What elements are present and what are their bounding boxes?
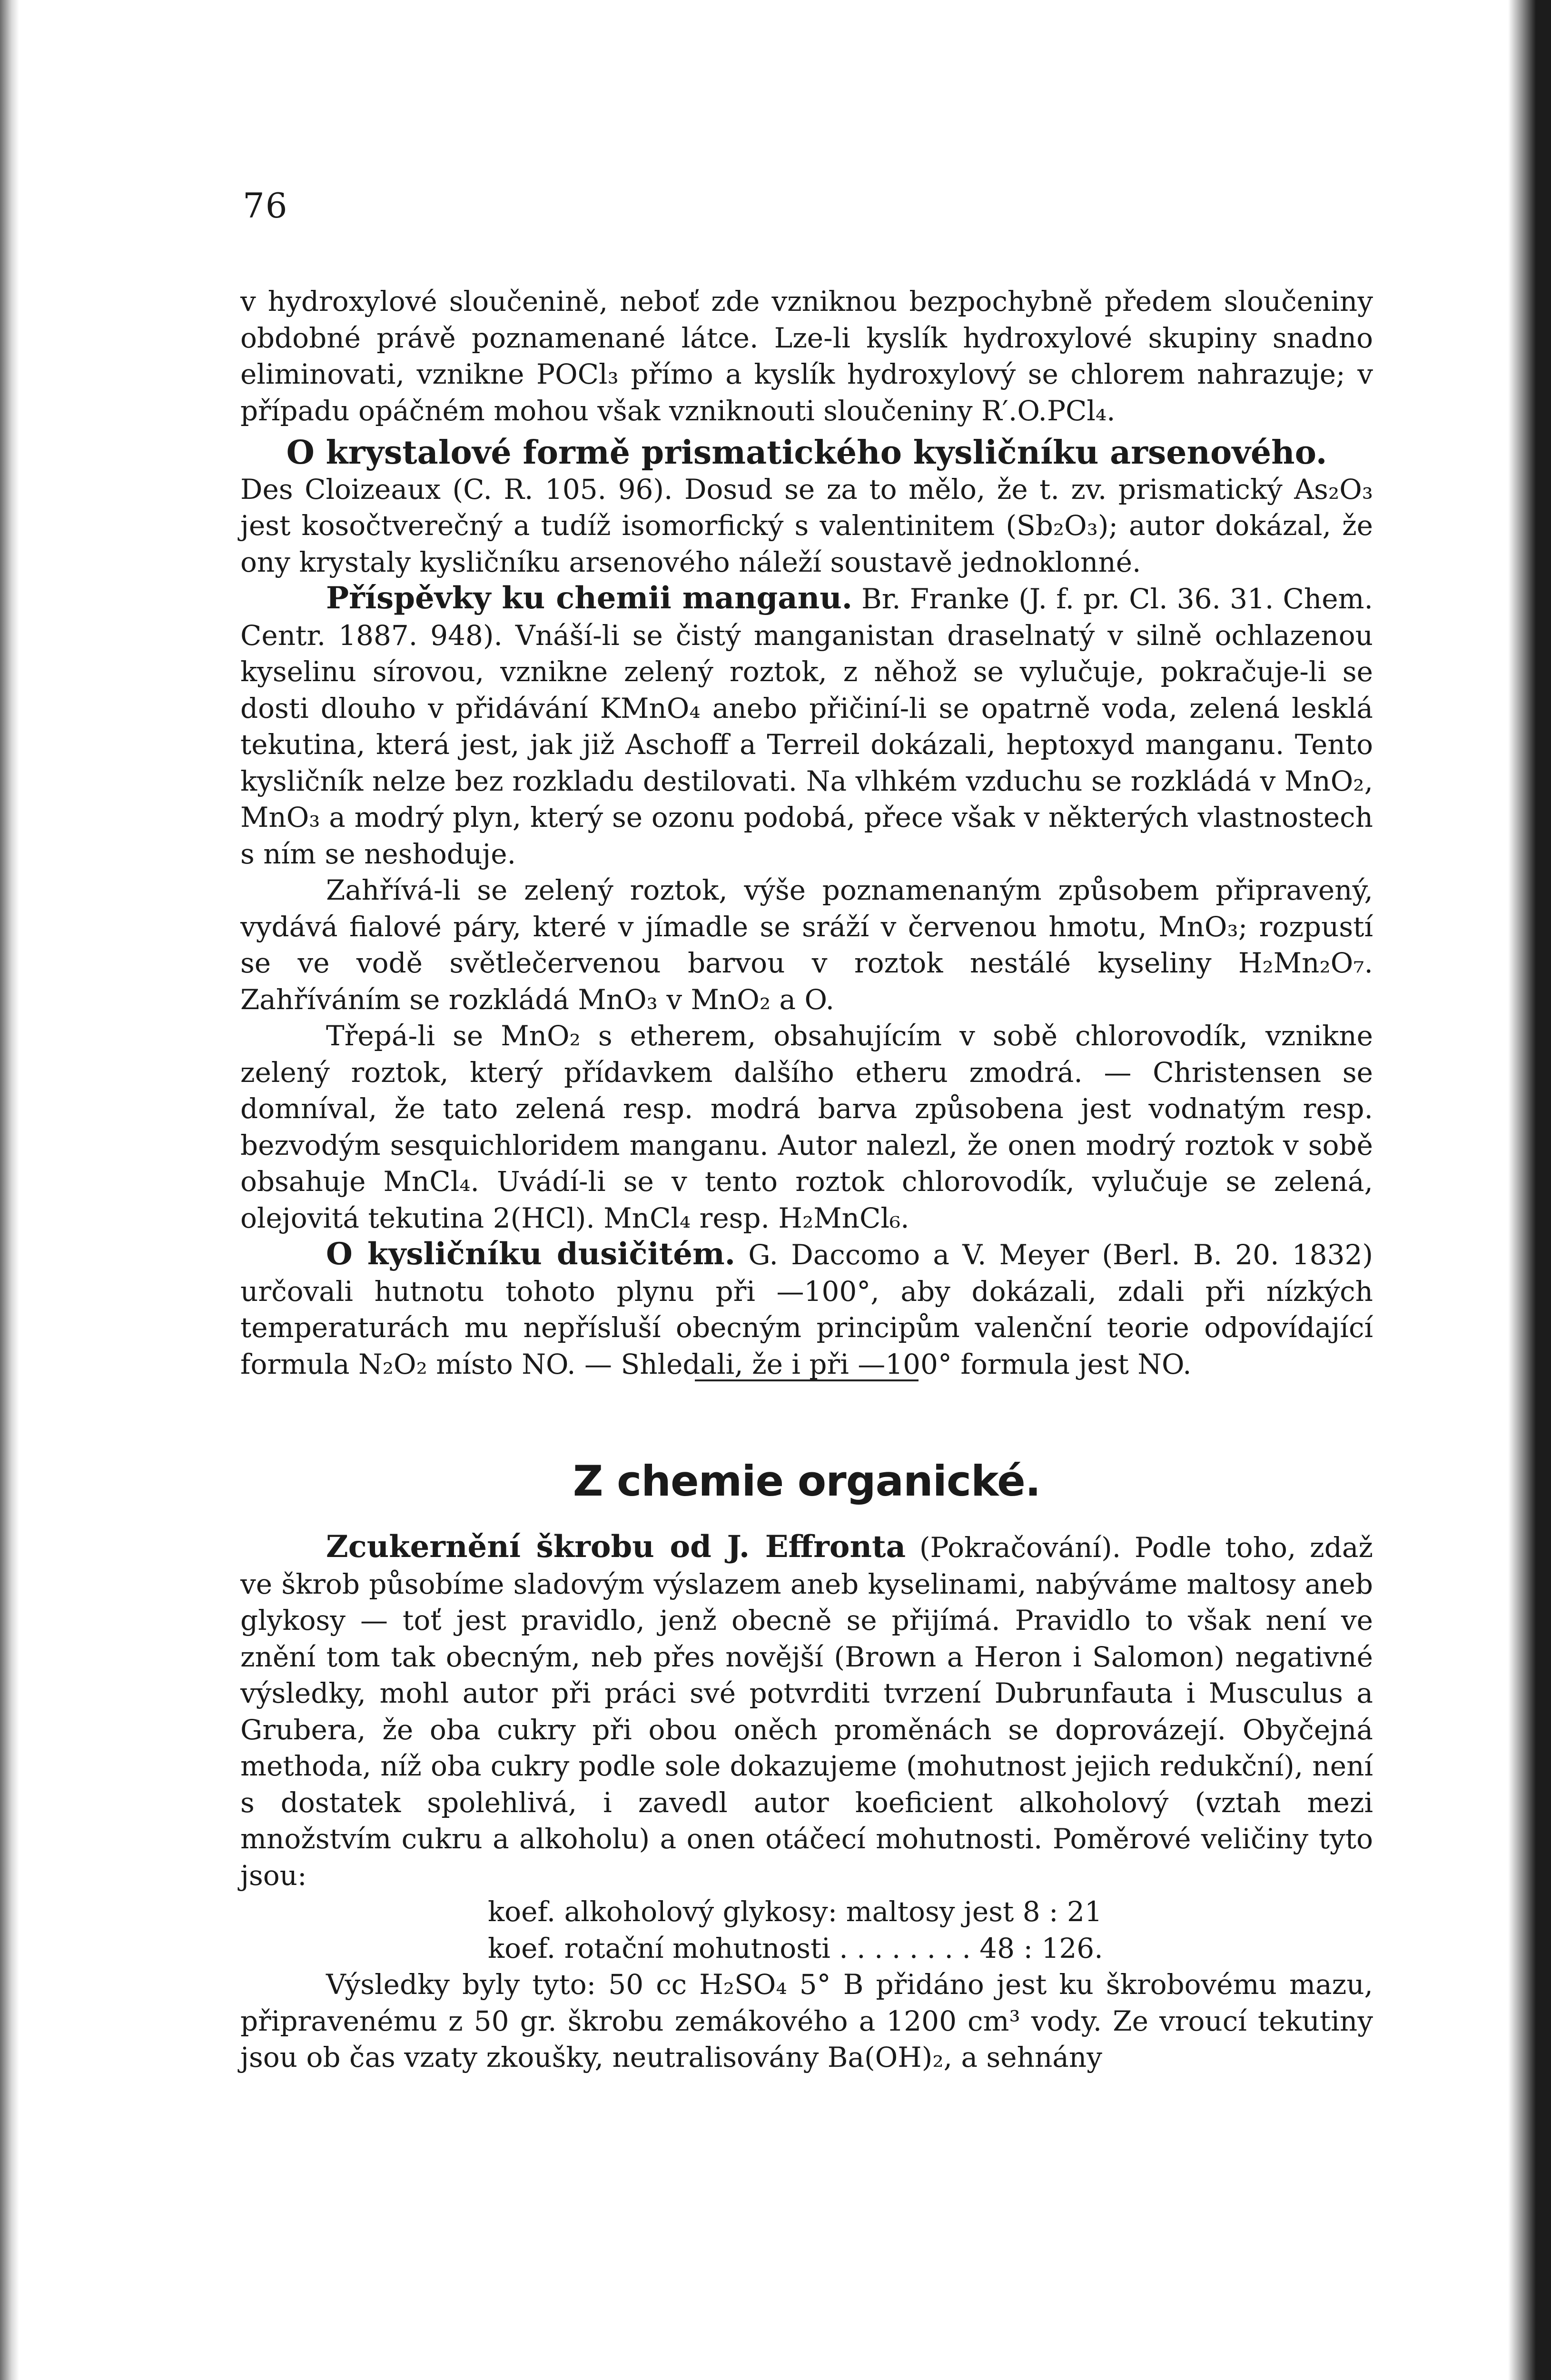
paragraph-nitrogen-text: G. Daccomo a V. Meyer (Berl. B. 20. 1832) určovali hutnotu tohoto plynu při —100°, aby dokázali, zdali při nízkých temperaturách mu nepřísluší obecným principům valenční teorie odpovídající formula N₂O₂ místo NO. — Shledali, že i při —100° formula jest NO.	[240, 1239, 1373, 1380]
paragraph-starch	[240, 1529, 1373, 1894]
page-text	[240, 283, 1373, 2076]
scan-edge-right	[1508, 0, 1551, 2380]
paragraph-arsenic: Des Cloizeaux (C. R. 105. 96). Dosud se za to mělo, že t. zv. prismatický As₂O₃ jest kosočtverečný a tudíž isomorfický s valentinitem (Sb₂O₃); autor dokázal, že ony krystaly kysličníku arsenového náleží soustavě jednoklonné.	[240, 473, 1373, 578]
page-number: 76	[243, 186, 288, 226]
paragraph-results: Výsledky byly tyto: 50 cc H₂SO₄ 5° B přidáno jest ku škrobovému mazu, připravenému z 50 gr. škrobu zemákového a 1200 cm³ vody. Ze vroucí tekutiny jsou ob čas vzaty zkoušky, neutralisovány Ba(OH)₂, a sehnány	[240, 1968, 1373, 2073]
paragraph-manganese	[240, 580, 1373, 872]
heading-arsenic: O krystalové formě prismatického kysličníku arsenového.	[286, 434, 1327, 472]
paragraph-starch-text: (Pokračování). Podle toho, zdaž ve škrob působíme sladovým výslazem aneb kyselinami, nabýváme maltosy aneb glykosy — toť jest pravidlo, jenž obecně se přijímá. Pravidlo to však není ve znění tom tak obecným, neb přes novější (Brown a Heron i Salomon) negativné výsledky, mohl autor při práci své potvrditi tvrzení Dubrunfauta i Musculus a Grubera, že oba cukry při obou oněch proměnách se doprovázejí. Obyčejná methoda, níž oba cukry podle sole dokazujeme (mohutnost jejich redukční), není s dostatek spolehlivá, i zavedl autor koeficient alkoholový (vztah mezi množstvím cukru a alkoholu) a onen otáčecí mohutnosti. Poměrové veličiny tyto jsou:	[240, 1531, 1373, 1892]
paragraph-hydroxyl: v hydroxylové sloučenině, neboť zde vzniknou bezpochybně předem sloučeniny obdobné právě poznamenané látce. Lze-li kyslík hydroxylové skupiny snadno eliminovati, vznikne POCl₃ přímo a kyslík hydroxylový se chlorem nahrazuje; v případu opáčném mohou však vzniknouti sloučeniny R′.O.PCl₄.	[240, 285, 1373, 427]
heading-nitrogen: O kysličníku dusičitém.	[326, 1236, 736, 1272]
ratio-alcohol: koef. alkoholový glykosy: maltosy jest 8 : 21	[488, 1895, 1102, 1928]
heading-starch: Zcukernění škrobu od J. Effronta	[326, 1529, 906, 1565]
paragraph-nitrogen	[240, 1236, 1373, 1382]
paragraph-heating: Zahřívá-li se zelený roztok, výše poznamenaným způsobem připravený, vydává fialové páry, které v jímadle se sráží v červenou hmotu, MnO₃; rozpustí se ve vodě světlečervenou barvou v roztok nestálé kyseliny H₂Mn₂O₇. Zahříváním se rozkládá MnO₃ v MnO₂ a O.	[240, 874, 1373, 1016]
heading-manganese: Příspěvky ku chemii manganu.	[326, 580, 853, 616]
scan-edge-left	[0, 0, 19, 2380]
paragraph-manganese-text: Br. Franke (J. f. pr. Cl. 36. 31. Chem. Centr. 1887. 948). Vnáší-li se čistý manganistan draselnatý v silně ochlazenou kyselinu sírovou, vznikne zelený roztok, z něhož se vylučuje, pokračuje-li se dosti dlouho v přidávání KMnO₄ anebo přičiní-li se opatrně voda, zelená lesklá tekutina, která jest, jak již Aschoff a Terreil dokázali, heptoxyd manganu. Tento kysličník nelze bez rozkladu destilovati. Na vlhkém vzduchu se rozkládá v MnO₂, MnO₃ a modrý plyn, který se ozonu podobá, přece však v některých vlastnostech s ním se neshoduje.	[240, 583, 1373, 870]
section-title: Z chemie organické.	[573, 1457, 1041, 1506]
paragraph-ether: Třepá-li se MnO₂ s etherem, obsahujícím v sobě chlorovodík, vznikne zelený roztok, který přídavkem dalšího etheru zmodrá. — Christensen se domníval, že tato zelená resp. modrá barva způsobena jest vodnatým resp. bezvodým sesquichloridem manganu. Autor nalezl, že onen modrý roztok v sobě obsahuje MnCl₄. Uvádí-li se v tento roztok chlorovodík, vylučuje se zelená, olejovitá tekutina 2(HCl). MnCl₄ resp. H₂MnCl₆.	[240, 1020, 1373, 1234]
ratio-rotation: koef. rotační mohutnosti . . . . . . . . 48 : 126.	[488, 1932, 1103, 1964]
